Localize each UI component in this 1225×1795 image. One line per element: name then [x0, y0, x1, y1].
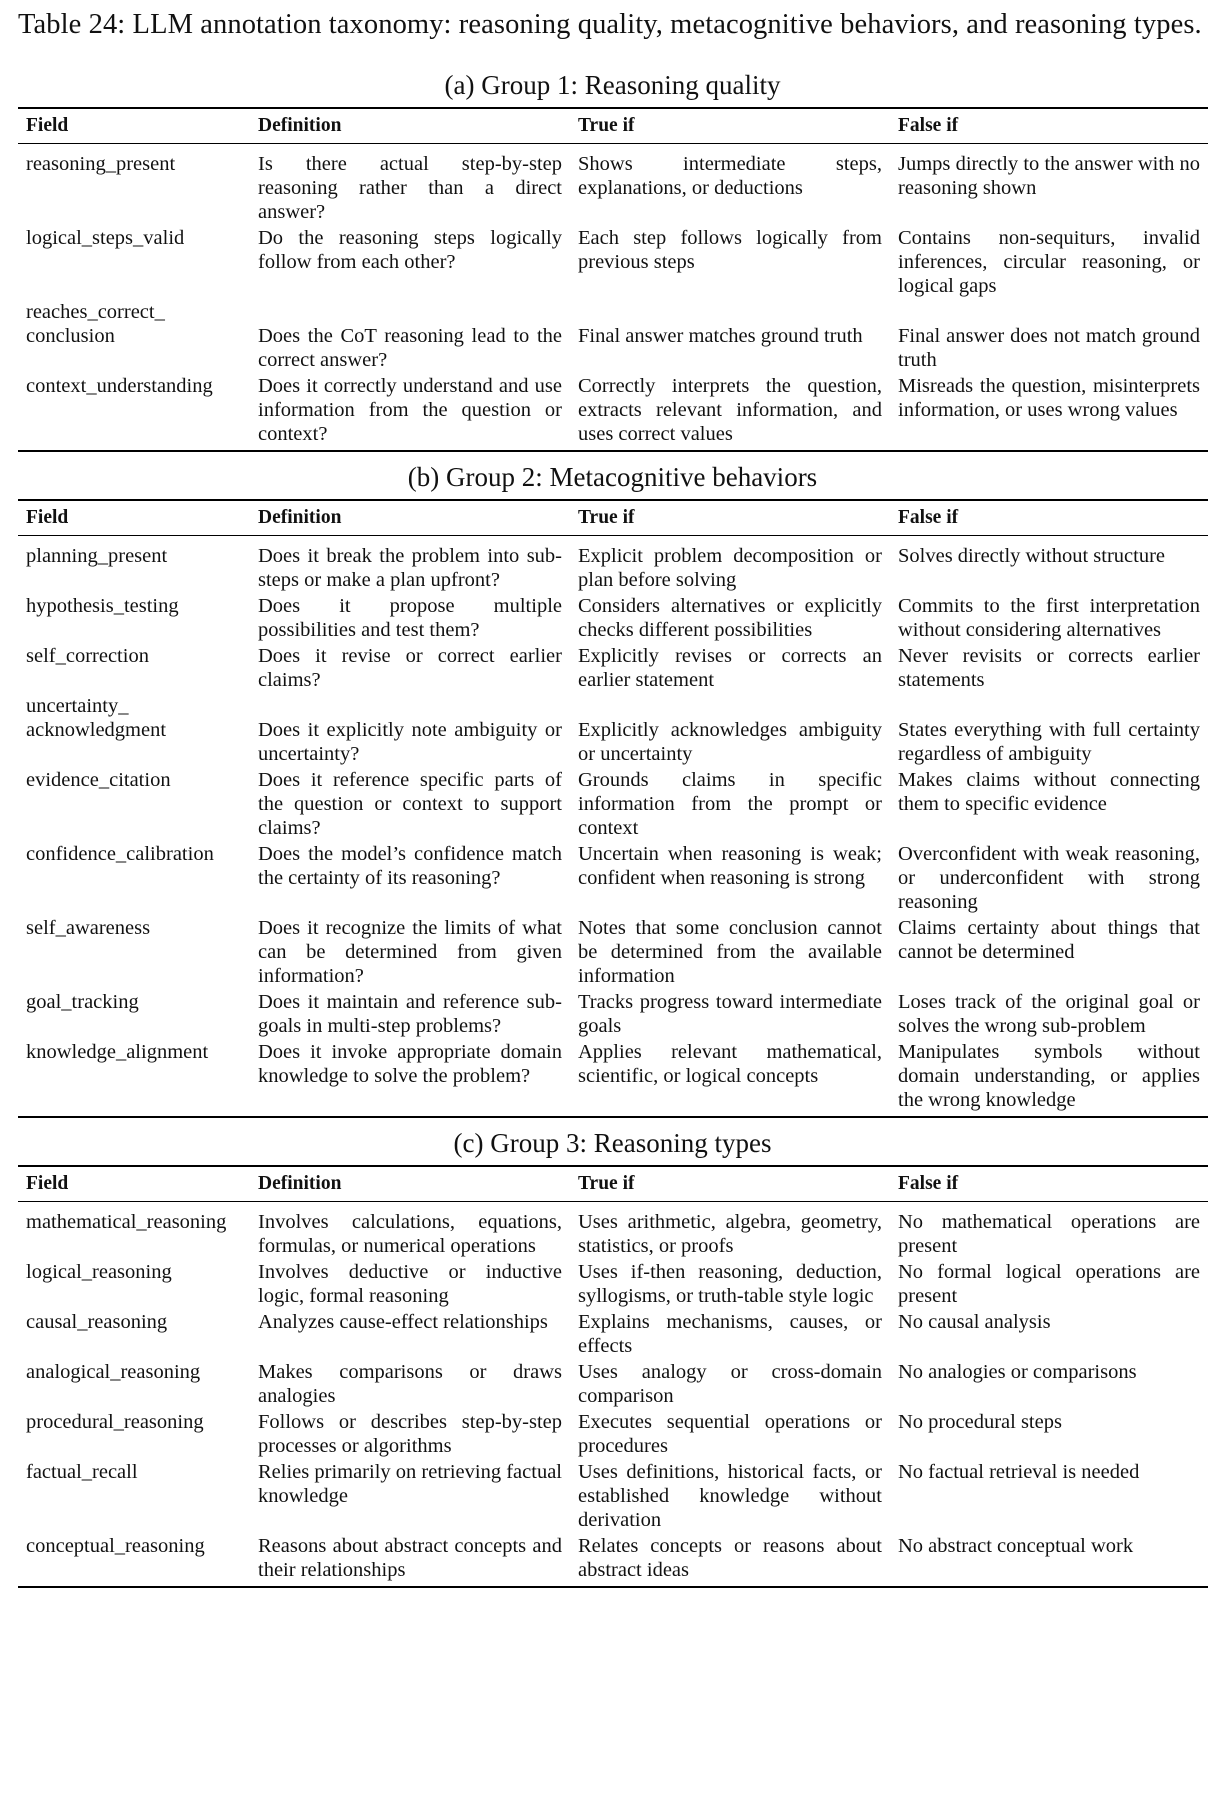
- field-name: evidence_citation: [26, 769, 171, 791]
- column-header-false-if: False if: [890, 500, 1208, 536]
- field-name: logical_reasoning: [26, 1261, 172, 1283]
- column-header-true-if: True if: [570, 1166, 890, 1202]
- taxonomy-table: [18, 107, 1208, 452]
- definition-cell: Does the model’s confidence match the certainty of its reasoning?: [258, 843, 562, 889]
- definition-cell: Does it correctly understand and use information from the question or context?: [258, 375, 562, 445]
- definition-cell: Analyzes cause-effect relationships: [258, 1311, 548, 1333]
- field-name: reasoning_present: [26, 153, 176, 175]
- definition-cell: Relies primarily on retrieving factual knowledge: [258, 1461, 562, 1507]
- true-if-cell: Explicit problem decomposition or plan before solving: [578, 545, 882, 591]
- table-row: [18, 144, 1208, 227]
- false-if-cell: Overconfident with weak reasoning, or underconfident with strong reasoning: [898, 843, 1200, 913]
- definition-cell: Does it propose multiple possibilities and test them?: [258, 595, 562, 641]
- field-name: goal_tracking: [26, 991, 139, 1013]
- field-name: analogical_reasoning: [26, 1361, 201, 1383]
- false-if-cell: No mathematical operations are present: [898, 1211, 1200, 1257]
- field-name-prefix: uncertainty_: [26, 695, 129, 717]
- false-if-cell: No factual retrieval is needed: [898, 1461, 1140, 1483]
- table-row: [18, 990, 1208, 1040]
- definition-cell: Does the CoT reasoning lead to the correct answer?: [258, 325, 562, 371]
- column-header-field: Field: [18, 108, 250, 144]
- field-name: conclusion: [26, 325, 115, 347]
- definition-cell: Involves calculations, equations, formulas, or numerical operations: [258, 1211, 562, 1257]
- true-if-cell: Executes sequential operations or procedures: [578, 1411, 882, 1457]
- table-row: [18, 536, 1208, 595]
- table-row-field-prefix: [18, 300, 1208, 324]
- false-if-cell: Solves directly without structure: [898, 545, 1166, 567]
- empty-cell: [570, 300, 890, 324]
- table-row: [18, 1360, 1208, 1410]
- table-row: [18, 644, 1208, 694]
- table-row: [18, 1040, 1208, 1117]
- definition-cell: Does it reference specific parts of the question or context to support claims?: [258, 769, 562, 839]
- field-name: conceptual_reasoning: [26, 1535, 205, 1557]
- true-if-cell: Correctly interprets the question, extracts relevant information, and uses correct values: [578, 375, 882, 445]
- false-if-cell: Misreads the question, misinterprets information, or uses wrong values: [898, 375, 1200, 421]
- false-if-cell: No abstract conceptual work: [898, 1535, 1134, 1557]
- true-if-cell: Notes that some conclusion cannot be determined from the available information: [578, 917, 882, 987]
- column-header-definition: Definition: [250, 108, 570, 144]
- table-row: [18, 374, 1208, 451]
- table-row: [18, 916, 1208, 990]
- empty-cell: [890, 300, 1208, 324]
- definition-cell: Is there actual step-by-step reasoning rather than a direct answer?: [258, 153, 562, 223]
- true-if-cell: Uncertain when reasoning is weak; confident when reasoning is strong: [578, 843, 882, 889]
- field-name: procedural_reasoning: [26, 1411, 204, 1433]
- definition-cell: Does it revise or correct earlier claims?: [258, 645, 562, 691]
- table-row: [18, 226, 1208, 300]
- true-if-cell: Grounds claims in specific information from the prompt or context: [578, 769, 882, 839]
- false-if-cell: States everything with full certainty regardless of ambiguity: [898, 719, 1200, 765]
- true-if-cell: Uses if-then reasoning, deduction, syllogisms, or truth-table style logic: [578, 1261, 882, 1307]
- true-if-cell: Applies relevant mathematical, scientific, or logical concepts: [578, 1041, 882, 1087]
- definition-cell: Does it explicitly note ambiguity or uncertainty?: [258, 719, 562, 765]
- false-if-cell: Makes claims without connecting them to specific evidence: [898, 769, 1200, 815]
- empty-cell: [250, 300, 570, 324]
- column-header-false-if: False if: [890, 108, 1208, 144]
- definition-cell: Reasons about abstract concepts and their relationships: [258, 1535, 562, 1581]
- column-header-false-if: False if: [890, 1166, 1208, 1202]
- group-title: (b) Group 2: Metacognitive behaviors: [407, 462, 818, 492]
- true-if-cell: Uses arithmetic, algebra, geometry, statistics, or proofs: [578, 1211, 882, 1257]
- field-name: acknowledgment: [26, 719, 167, 741]
- table-group: [18, 70, 1207, 452]
- true-if-cell: Uses analogy or cross-domain comparison: [578, 1361, 882, 1407]
- field-name: mathematical_reasoning: [26, 1211, 227, 1233]
- column-header-field: Field: [18, 500, 250, 536]
- table-row: [18, 324, 1208, 374]
- table-row: [18, 1202, 1208, 1261]
- table-row: [18, 1410, 1208, 1460]
- table-row: [18, 718, 1208, 768]
- field-name: confidence_calibration: [26, 843, 214, 865]
- field-name: logical_steps_valid: [26, 227, 185, 249]
- false-if-cell: Final answer does not match ground truth: [898, 325, 1200, 371]
- field-name: hypothesis_testing: [26, 595, 179, 617]
- field-name: factual_recall: [26, 1461, 138, 1483]
- empty-cell: [890, 694, 1208, 718]
- table-row: [18, 594, 1208, 644]
- field-name: causal_reasoning: [26, 1311, 168, 1333]
- false-if-cell: Never revisits or corrects earlier statements: [898, 645, 1200, 691]
- definition-cell: Follows or describes step-by-step processes or algorithms: [258, 1411, 562, 1457]
- header-row: [18, 1166, 1208, 1202]
- definition-cell: Does it break the problem into sub-steps or make a plan upfront?: [258, 545, 562, 591]
- table-caption: Table 24: LLM annotation taxonomy: reasoning quality, metacognitive behaviors, and reasoning types.: [18, 9, 1202, 40]
- column-header-field: Field: [18, 1166, 250, 1202]
- group-title: (c) Group 3: Reasoning types: [453, 1128, 772, 1158]
- false-if-cell: No causal analysis: [898, 1311, 1051, 1333]
- table-row: [18, 842, 1208, 916]
- header-row: [18, 108, 1208, 144]
- true-if-cell: Shows intermediate steps, explanations, or deductions: [578, 153, 882, 199]
- false-if-cell: Loses track of the original goal or solves the wrong sub-problem: [898, 991, 1200, 1037]
- field-name-prefix: reaches_correct_: [26, 301, 165, 323]
- true-if-cell: Explicitly acknowledges ambiguity or uncertainty: [578, 719, 882, 765]
- false-if-cell: Commits to the first interpretation without considering alternatives: [898, 595, 1200, 641]
- definition-cell: Does it recognize the limits of what can be determined from given information?: [258, 917, 562, 987]
- table-group: [18, 1128, 1207, 1588]
- header-row: [18, 500, 1208, 536]
- false-if-cell: No analogies or comparisons: [898, 1361, 1137, 1383]
- taxonomy-table: [18, 1165, 1208, 1588]
- table-row: [18, 1534, 1208, 1587]
- false-if-cell: Manipulates symbols without domain understanding, or applies the wrong knowledge: [898, 1041, 1200, 1111]
- empty-cell: [570, 694, 890, 718]
- false-if-cell: Contains non-sequiturs, invalid inferences, circular reasoning, or logical gaps: [898, 227, 1200, 297]
- definition-cell: Does it invoke appropriate domain knowledge to solve the problem?: [258, 1041, 562, 1087]
- column-header-true-if: True if: [570, 108, 890, 144]
- taxonomy-table: [18, 499, 1208, 1118]
- true-if-cell: Tracks progress toward intermediate goals: [578, 991, 882, 1037]
- column-header-true-if: True if: [570, 500, 890, 536]
- table-row: [18, 768, 1208, 842]
- table-row: [18, 1460, 1208, 1534]
- definition-cell: Makes comparisons or draws analogies: [258, 1361, 562, 1407]
- definition-cell: Do the reasoning steps logically follow from each other?: [258, 227, 562, 273]
- definition-cell: Involves deductive or inductive logic, formal reasoning: [258, 1261, 562, 1307]
- empty-cell: [250, 694, 570, 718]
- field-name: self_awareness: [26, 917, 151, 939]
- field-name: planning_present: [26, 545, 168, 567]
- table-groups: [18, 70, 1207, 1588]
- false-if-cell: No procedural steps: [898, 1411, 1062, 1433]
- table-row-field-prefix: [18, 694, 1208, 718]
- column-header-definition: Definition: [250, 500, 570, 536]
- true-if-cell: Explains mechanisms, causes, or effects: [578, 1311, 882, 1357]
- table-row: [18, 1260, 1208, 1310]
- true-if-cell: Uses definitions, historical facts, or established knowledge without derivation: [578, 1461, 882, 1531]
- true-if-cell: Considers alternatives or explicitly checks different possibilities: [578, 595, 882, 641]
- true-if-cell: Each step follows logically from previous steps: [578, 227, 882, 273]
- true-if-cell: Final answer matches ground truth: [578, 325, 863, 347]
- false-if-cell: Claims certainty about things that cannot be determined: [898, 917, 1200, 963]
- true-if-cell: Relates concepts or reasons about abstract ideas: [578, 1535, 882, 1581]
- true-if-cell: Explicitly revises or corrects an earlier statement: [578, 645, 882, 691]
- field-name: context_understanding: [26, 375, 213, 397]
- false-if-cell: No formal logical operations are present: [898, 1261, 1200, 1307]
- table-group: [18, 462, 1207, 1118]
- definition-cell: Does it maintain and reference sub-goals in multi-step problems?: [258, 991, 562, 1037]
- field-name: self_correction: [26, 645, 149, 667]
- table-row: [18, 1310, 1208, 1360]
- column-header-definition: Definition: [250, 1166, 570, 1202]
- group-title: (a) Group 1: Reasoning quality: [444, 70, 781, 100]
- false-if-cell: Jumps directly to the answer with no reasoning shown: [898, 153, 1200, 199]
- field-name: knowledge_alignment: [26, 1041, 209, 1063]
